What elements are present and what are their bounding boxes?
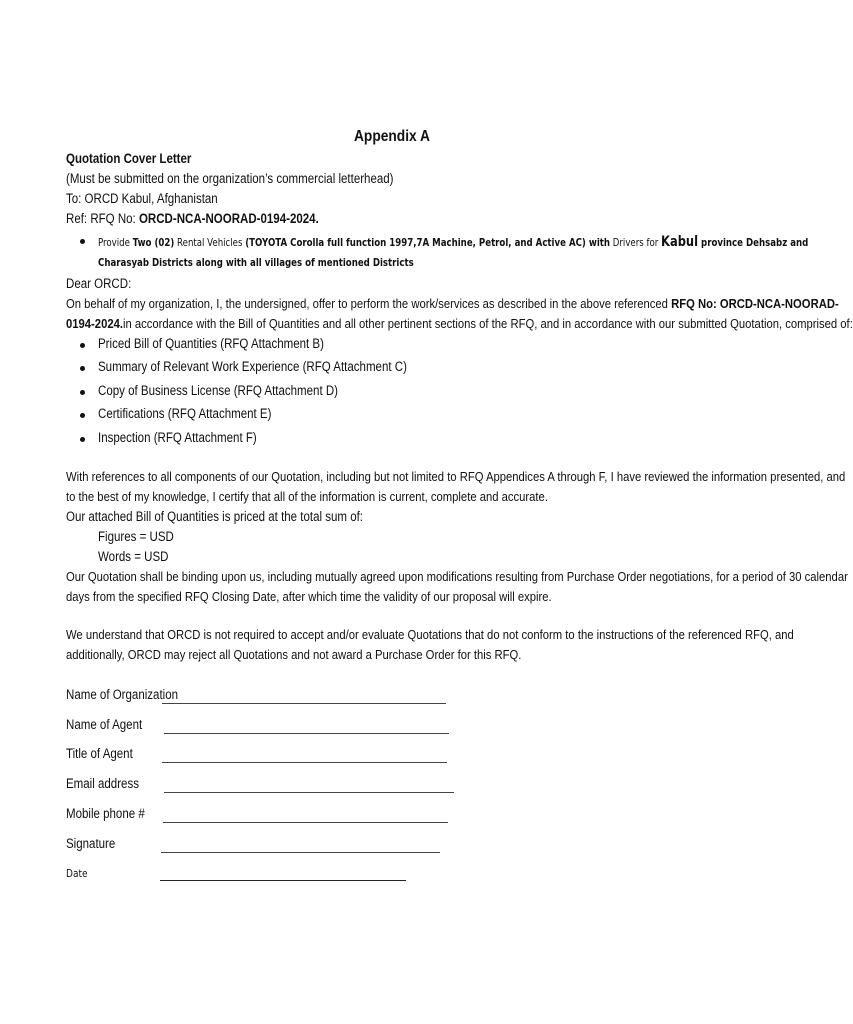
review-line-1: With references to all components of our Quotation, including but not limited to RFQ Appendices A through F, I have reviewed the information presented, and bbox=[66, 469, 846, 484]
email-field[interactable] bbox=[164, 792, 454, 793]
reference-prefix: Ref: RFQ No: bbox=[66, 211, 139, 226]
scope-quantity: Two (02) bbox=[132, 237, 175, 249]
agent-title-field[interactable] bbox=[162, 762, 447, 763]
list-item: Inspection (RFQ Attachment F) bbox=[98, 430, 257, 445]
letterhead-note: (Must be submitted on the organization’s commercial letterhead) bbox=[66, 171, 394, 186]
binding-line-2: days from the specified RFQ Closing Date, after which time the validity of our proposal will expire. bbox=[66, 589, 552, 604]
offer-rfq-number: RFQ No: ORCD-NCA-NOORAD- bbox=[671, 296, 839, 311]
reference-line bbox=[66, 211, 319, 226]
bullet-icon bbox=[80, 239, 85, 244]
understand-line-1: We understand that ORCD is not required to accept and/or evaluate Quotations that do not conform to the instructions of the referenced RFQ, and bbox=[66, 627, 794, 642]
offer-text: in accordance with the Bill of Quantities and all other pertinent sections of the RFQ, and in accordance with our submitted Quotation, comprised of: bbox=[122, 316, 853, 331]
list-item: Priced Bill of Quantities (RFQ Attachment B) bbox=[98, 336, 324, 351]
scope-text: Rental Vehicles bbox=[174, 237, 246, 249]
list-item: Summary of Relevant Work Experience (RFQ Attachment C) bbox=[98, 359, 407, 374]
scope-line-1 bbox=[98, 234, 808, 250]
bullet-icon bbox=[80, 390, 85, 395]
total-words: Words = USD bbox=[98, 549, 169, 564]
list-item: Copy of Business License (RFQ Attachment D) bbox=[98, 383, 339, 398]
date-field[interactable] bbox=[160, 880, 406, 881]
scope-city: Kabul bbox=[661, 234, 699, 250]
offer-line-1 bbox=[66, 296, 839, 311]
page-title: Appendix A bbox=[354, 128, 430, 145]
bullet-icon bbox=[80, 413, 85, 418]
mobile-field[interactable] bbox=[163, 822, 448, 823]
mobile-label: Mobile phone # bbox=[66, 806, 145, 821]
total-intro: Our attached Bill of Quantities is priced at the total sum of: bbox=[66, 509, 364, 524]
recipient-line: To: ORCD Kabul, Afghanistan bbox=[66, 191, 218, 206]
scope-text: Provide bbox=[98, 237, 133, 249]
bullet-icon bbox=[80, 343, 85, 348]
agent-name-field[interactable] bbox=[164, 733, 449, 734]
reference-number: ORCD-NCA-NOORAD-0194-2024. bbox=[138, 211, 319, 226]
scope-districts: province Dehsabz and bbox=[698, 237, 809, 249]
review-line-2: to the best of my knowledge, I certify that all of the information is current, complete and accurate. bbox=[66, 489, 548, 504]
agent-name-label: Name of Agent bbox=[66, 717, 143, 732]
understand-line-2: additionally, ORCD may reject all Quotations and not award a Purchase Order for this RFQ. bbox=[66, 647, 522, 662]
agent-title-label: Title of Agent bbox=[66, 746, 133, 761]
email-label: Email address bbox=[66, 776, 139, 791]
signature-field[interactable] bbox=[161, 852, 440, 853]
offer-rfq-number: 0194-2024. bbox=[66, 316, 123, 331]
bullet-icon bbox=[80, 437, 85, 442]
list-item: Certifications (RFQ Attachment E) bbox=[98, 406, 272, 421]
organization-field[interactable] bbox=[162, 703, 446, 704]
signature-label: Signature bbox=[66, 836, 116, 851]
scope-vehicle-spec: (TOYOTA Corolla full function 1997,7A Machine, Petrol, and Active AC) with bbox=[245, 237, 611, 249]
salutation: Dear ORCD: bbox=[66, 276, 132, 291]
letter-subtitle: Quotation Cover Letter bbox=[66, 151, 192, 166]
offer-line-2 bbox=[66, 316, 853, 331]
scope-text: Drivers for bbox=[610, 237, 662, 249]
scope-line-2: Charasyab Districts along with all villages of mentioned Districts bbox=[98, 257, 414, 269]
organization-label: Name of Organization bbox=[66, 687, 179, 702]
offer-text: On behalf of my organization, I, the undersigned, offer to perform the work/services as described in the above referenced bbox=[66, 296, 672, 311]
date-label: Date bbox=[66, 867, 88, 880]
bullet-icon bbox=[80, 366, 85, 371]
total-figures: Figures = USD bbox=[98, 529, 174, 544]
binding-line-1: Our Quotation shall be binding upon us, including mutually agreed upon modifications resulting from Purchase Order negotiations, for a period of 30 calendar bbox=[66, 569, 848, 584]
